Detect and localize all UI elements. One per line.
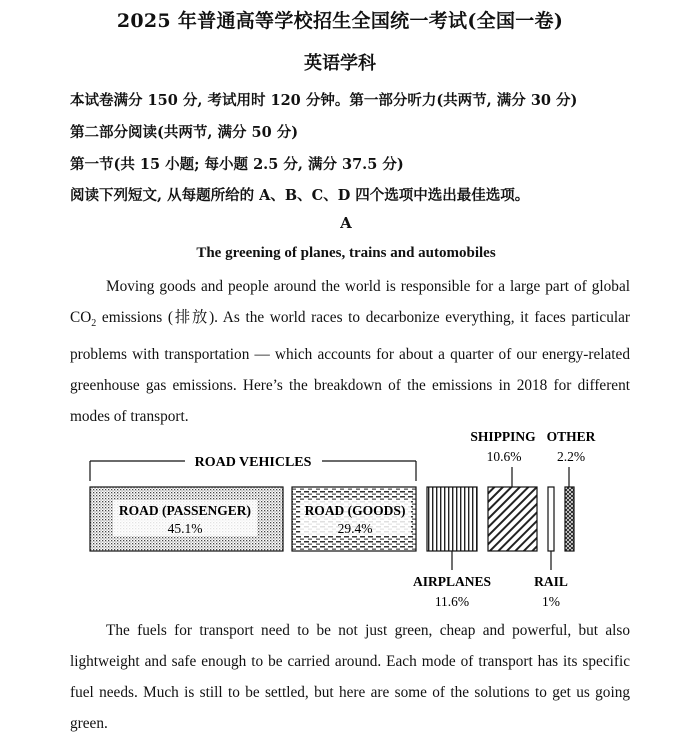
road-goods-value: 29.4% xyxy=(337,521,373,536)
rail-label: RAIL xyxy=(534,574,568,589)
shipping-label: SHIPPING xyxy=(470,429,536,444)
airplanes-label: AIRPLANES xyxy=(412,574,492,589)
bar-other xyxy=(565,487,574,551)
airplanes-value: 11.6% xyxy=(434,594,470,609)
co2-subscript: 2 xyxy=(91,318,97,330)
paragraph-1-part2: emissions (排放). As the world races to decarbonize everything, it faces particular problems with transportation — which accounts for about a quarter of our energy-related greenhouse gas emissions. Here’s the breakdown of the emissions in 2018 for different modes of transport. xyxy=(70,309,630,426)
other-value: 2.2% xyxy=(556,449,586,464)
paragraph-2-text: The fuels for transport need to be not just green, cheap and powerful, but also lightweight and safe enough to be carried around. Each mode of transport has its specific fuel needs. Much is still to be settled, but here are some of the solutions to get us going green. xyxy=(70,622,630,732)
exam-title: 2025 年普通高等学校招生全国统一考试(全国一卷) xyxy=(116,10,564,32)
road-vehicles-label: ROAD VEHICLES xyxy=(194,455,312,470)
emissions-breakdown-figure xyxy=(0,420,680,620)
paragraph-1 xyxy=(70,271,630,432)
subject-title: 英语学科 xyxy=(304,53,376,74)
road-passenger-value: 45.1% xyxy=(167,521,203,536)
instruction-line-3: 第一节(共 15 小题; 每小题 2.5 分, 满分 37.5 分) xyxy=(70,156,404,173)
bar-airplanes xyxy=(427,487,477,551)
road-goods-label: ROAD (GOODS) xyxy=(304,503,406,518)
paragraph-1-part1: Moving goods and people around the world is responsible for a large part of global CO xyxy=(70,278,630,326)
bar-shipping xyxy=(488,487,537,551)
passage-title: The greening of planes, trains and automobiles xyxy=(196,245,496,261)
section-letter: A xyxy=(340,214,352,232)
instruction-line-4: 阅读下列短文, 从每题所给的 A、B、C、D 四个选项中选出最佳选项。 xyxy=(70,187,530,204)
other-label: OTHER xyxy=(546,429,596,444)
shipping-value: 10.6% xyxy=(486,449,522,464)
bar-rail xyxy=(548,487,554,551)
rail-value: 1% xyxy=(542,594,560,609)
instruction-line-1: 本试卷满分 150 分, 考试用时 120 分钟。第一部分听力(共两节, 满分 30 分) xyxy=(70,92,578,109)
instruction-line-2: 第二部分阅读(共两节, 满分 50 分) xyxy=(70,124,299,141)
road-passenger-label: ROAD (PASSENGER) xyxy=(118,503,252,518)
paragraph-2 xyxy=(70,615,630,739)
